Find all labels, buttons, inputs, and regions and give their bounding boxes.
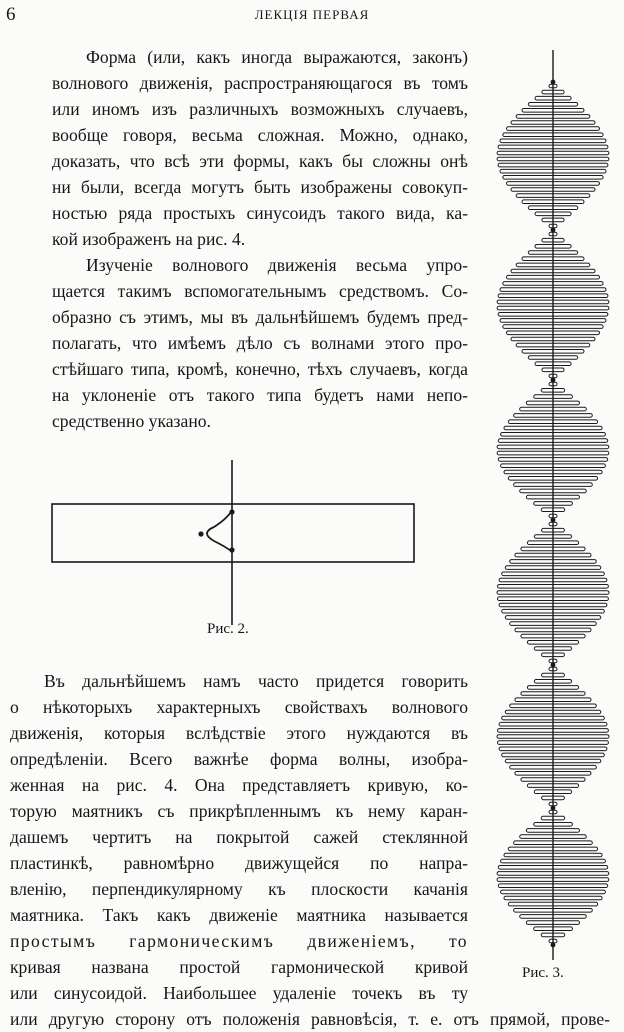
text-line: Изученіе волнового движенія весьма упро- xyxy=(86,255,468,275)
fig3-node-point xyxy=(551,518,556,523)
text-line: образно съ этимъ, мы въ дальнѣйшемъ будемъ пред- xyxy=(52,307,468,327)
text-line: щается такимъ вспомогательнымъ средствомъ. Со- xyxy=(52,281,468,301)
text-line: ностью ряда простыхъ синусоидъ такого вида, ка- xyxy=(52,203,468,223)
text-line: кой изображенъ на рис. 4. xyxy=(52,229,246,249)
text-line: ни были, всегда могутъ быть изображены совокуп- xyxy=(52,177,468,197)
text-line: доказать, что всѣ эти формы, какъ бы сложны онѣ xyxy=(52,151,468,171)
fig2-point-left xyxy=(198,531,203,536)
text-line: кривая названа простой гармонической кривой xyxy=(10,957,468,977)
text-line: опредѣленіи. Всего важнѣе форма волны, изобра- xyxy=(10,749,468,769)
fig3-node-point xyxy=(551,943,556,948)
text-line: полагать, что имѣемъ дѣло съ волнами этого про- xyxy=(52,333,468,353)
text-line: или другую сторону отъ положенія равновѣсія, т. е. отъ прямой, прове- xyxy=(10,1009,610,1029)
fig3-node-point xyxy=(551,228,556,233)
text-line: или синусоидой. Наибольшее удаленіе точекъ въ ту xyxy=(10,983,468,1003)
text-line: волнового движенія, распространяющагося въ томъ xyxy=(52,73,468,93)
text-line: дашемъ чертитъ на покрытой сажей стеклянной xyxy=(10,827,468,847)
text-line: женная на рис. 4. Она представляетъ кривую, ко- xyxy=(10,775,468,795)
text-line: простымъ гармоническимъ движеніемъ, то xyxy=(10,931,468,951)
text-line: о нѣкоторыхъ характерныхъ свойствахъ волнового xyxy=(10,697,468,717)
text-line: пластинкѣ, равномѣрно движущейся по напра- xyxy=(10,853,468,873)
running-title: ЛЕКЦІЯ ПЕРВАЯ xyxy=(254,7,370,22)
fig3-node-point xyxy=(551,663,556,668)
text-line: на уклоненіе отъ такого типа будетъ нами непо- xyxy=(52,385,468,405)
fig2-point-top xyxy=(229,509,234,514)
text-line: маятника. Такъ какъ движеніе маятника называется xyxy=(10,905,468,925)
page-number: 6 xyxy=(6,4,16,25)
fig2-wave-curve xyxy=(207,510,232,552)
text-line: движенія, которыя вслѣдствіе этого нуждаются въ xyxy=(10,723,468,743)
text-line: или иномъ изъ различныхъ возможныхъ случаевъ, xyxy=(52,99,468,119)
text-line: Форма (или, какъ иногда выражаются, законъ) xyxy=(86,47,468,67)
text-line: вленію, перпендикулярному къ плоскости качанія xyxy=(10,879,468,899)
figure-3-pendulum-traces xyxy=(497,50,609,960)
text-line: Въ дальнѣйшемъ намъ часто придется говорить xyxy=(44,671,468,691)
text-line: средственно указано. xyxy=(52,411,211,431)
text-line: вообще говоря, весьма сложная. Можно, однако, xyxy=(52,125,468,145)
figure-2-caption: Рис. 2. xyxy=(207,621,249,637)
fig2-point-bottom xyxy=(229,547,234,552)
fig3-node-point xyxy=(551,806,556,811)
text-line: стѣйшаго типа, кромѣ, конечно, тѣхъ случаевъ, когда xyxy=(52,359,468,379)
fig3-node-point xyxy=(551,80,556,85)
fig3-node-point xyxy=(551,378,556,383)
figure-3-caption: Рис. 3. xyxy=(522,965,564,981)
text-line: торую маятникъ съ прикрѣпленнымъ къ нему каран- xyxy=(10,801,468,821)
